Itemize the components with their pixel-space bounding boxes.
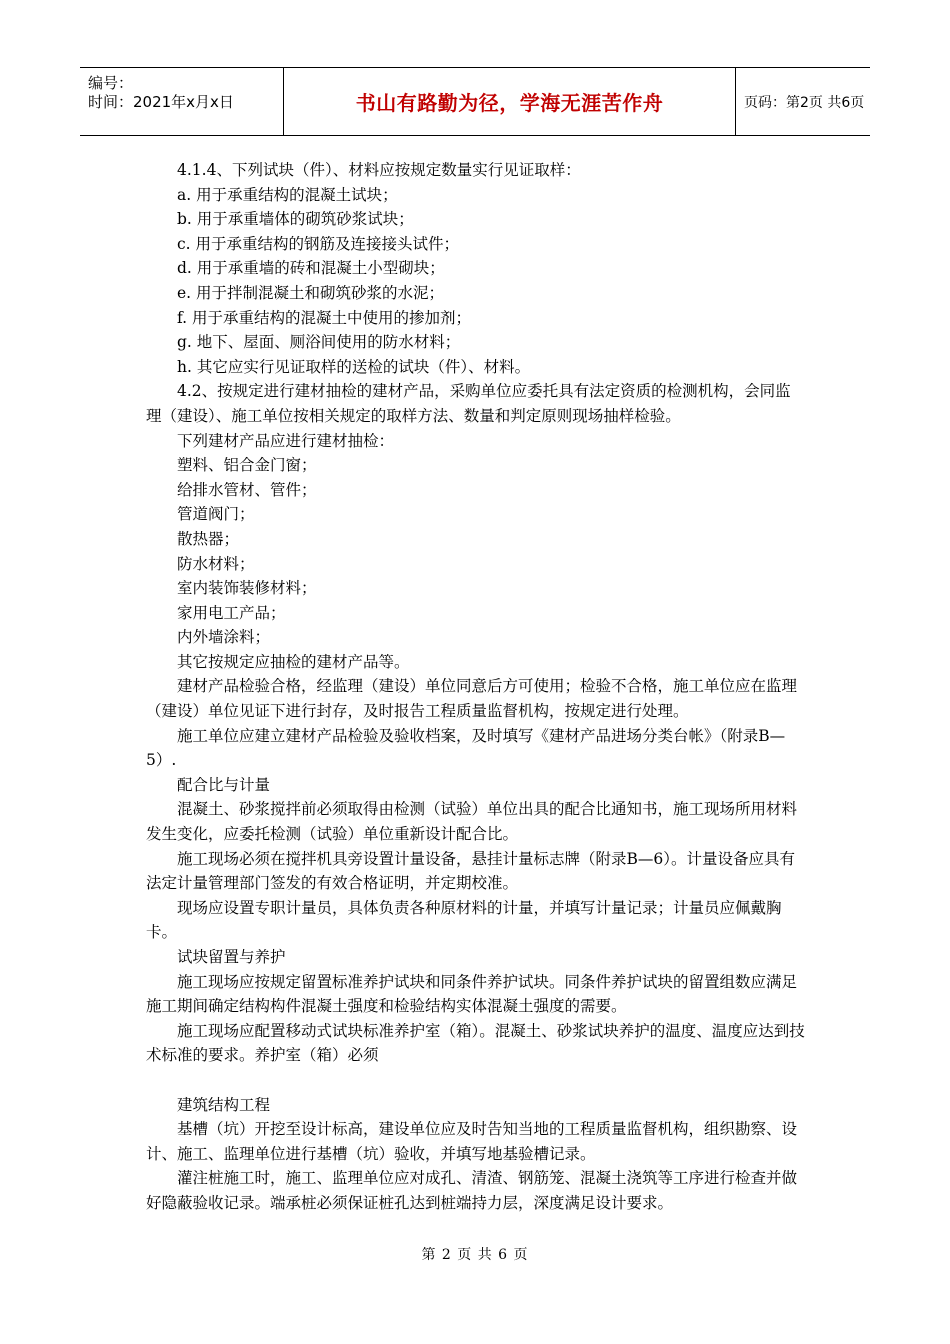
paragraph: 施工现场应按规定留置标准养护试块和同条件养护试块。同条件养护试块的留置组数应满足施工期间确定结构构件混凝土强度和检验结构实体混凝土强度的需要。: [146, 972, 798, 1016]
section-heading: 建筑结构工程: [177, 1095, 271, 1114]
paragraph: 施工现场应配置移动式试块标准养护室（箱）。混凝土、砂浆试块养护的温度、温度应达到技术标准的要求。养护室（箱）必须: [146, 1021, 805, 1065]
list-item: g. 地下、屋面、厕浴间使用的防水材料；: [177, 333, 461, 352]
list-item: 内外墙涂料；: [177, 628, 271, 647]
clause-4-1-4: 4.1.4、下列试块（件）、材料应按规定数量实行见证取样：: [177, 161, 581, 179]
list-item: d. 用于承重墙的砖和混凝土小型砌块；: [177, 259, 445, 278]
list-item: 塑料、铝合金门窗；: [177, 456, 317, 475]
header-motto: 书山有路勤为径，学海无涯苦作舟: [284, 68, 736, 135]
paragraph: 施工单位应建立建材产品检验及验收档案，及时填写《建材产品进场分类台帐》（附录B—5）.: [146, 726, 786, 770]
list-item: b. 用于承重墙体的砌筑砂浆试块；: [177, 210, 414, 229]
paragraph: 灌注桩施工时，施工、监理单位应对成孔、清渣、钢筋笼、混凝土浇筑等工序进行检查并做好隐蔽验收记录。端承桩必须保证桩孔达到桩端持力层，深度满足设计要求。: [146, 1169, 798, 1212]
header-info: [80, 68, 284, 135]
paragraph: 下列建材产品应进行建材抽检：: [177, 431, 395, 450]
list-item: 管道阀门；: [177, 505, 255, 524]
section-heading: 配合比与计量: [177, 775, 271, 794]
list-item: c. 用于承重结构的钢筋及连接接头试件；: [177, 234, 460, 253]
list-item: 室内装饰装修材料；: [177, 579, 317, 598]
page-footer: 第 2 页 共 6 页: [421, 1247, 529, 1263]
blank-line: [146, 1068, 806, 1093]
document-body: [146, 158, 806, 1216]
list-item: 家用电工产品；: [177, 603, 286, 622]
list-item: 防水材料；: [177, 554, 255, 573]
list-item: 散热器；: [177, 529, 240, 548]
paragraph: 建材产品检验合格，经监理（建设）单位同意后方可使用；检验不合格，施工单位应在监理（建设）单位见证下进行封存，及时报告工程质量监督机构，按规定进行处理。: [146, 677, 798, 721]
header-page-info: 页码：第2页 共6页: [744, 94, 865, 111]
section-heading: 试块留置与养护: [177, 948, 286, 966]
list-item: 给排水管材、管件；: [177, 480, 317, 499]
clause-4-2: 4.2、按规定进行建材抽检的建材产品，采购单位应委托具有法定资质的检测机构，会同监理（建设）、施工单位按相关规定的取样方法、数量和判定原则现场抽样检验。: [146, 382, 791, 425]
document-date: 时间：2021年x月x日: [88, 93, 234, 111]
list-item: h. 其它应实行见证取样的送检的试块（件）、材料。: [177, 357, 531, 376]
page-header: [80, 67, 870, 136]
paragraph: 混凝土、砂浆搅拌前必须取得由检测（试验）单位出具的配合比通知书，施工现场所用材料发生变化，应委托检测（试验）单位重新设计配合比。: [146, 800, 798, 844]
paragraph: 现场应设置专职计量员，具体负责各种原材料的计量，并填写计量记录；计量员应佩戴胸卡。: [146, 898, 782, 942]
paragraph: 施工现场必须在搅拌机具旁设置计量设备，悬挂计量标志牌（附录B—6）。计量设备应具有法定计量管理部门签发的有效合格证明，并定期校准。: [146, 849, 796, 893]
list-item: e. 用于拌制混凝土和砌筑砂浆的水泥；: [177, 283, 445, 302]
list-item: a. 用于承重结构的混凝土试块；: [177, 185, 398, 204]
list-item: 其它按规定应抽检的建材产品等。: [177, 652, 410, 671]
document-number-label: 编号：: [88, 74, 134, 92]
paragraph: 基槽（坑）开挖至设计标高，建设单位应及时告知当地的工程质量监督机构，组织勘察、设计、施工、监理单位进行基槽（坑）验收，并填写地基验槽记录。: [146, 1120, 798, 1163]
list-item: f. 用于承重结构的混凝土中使用的掺加剂；: [177, 308, 472, 327]
